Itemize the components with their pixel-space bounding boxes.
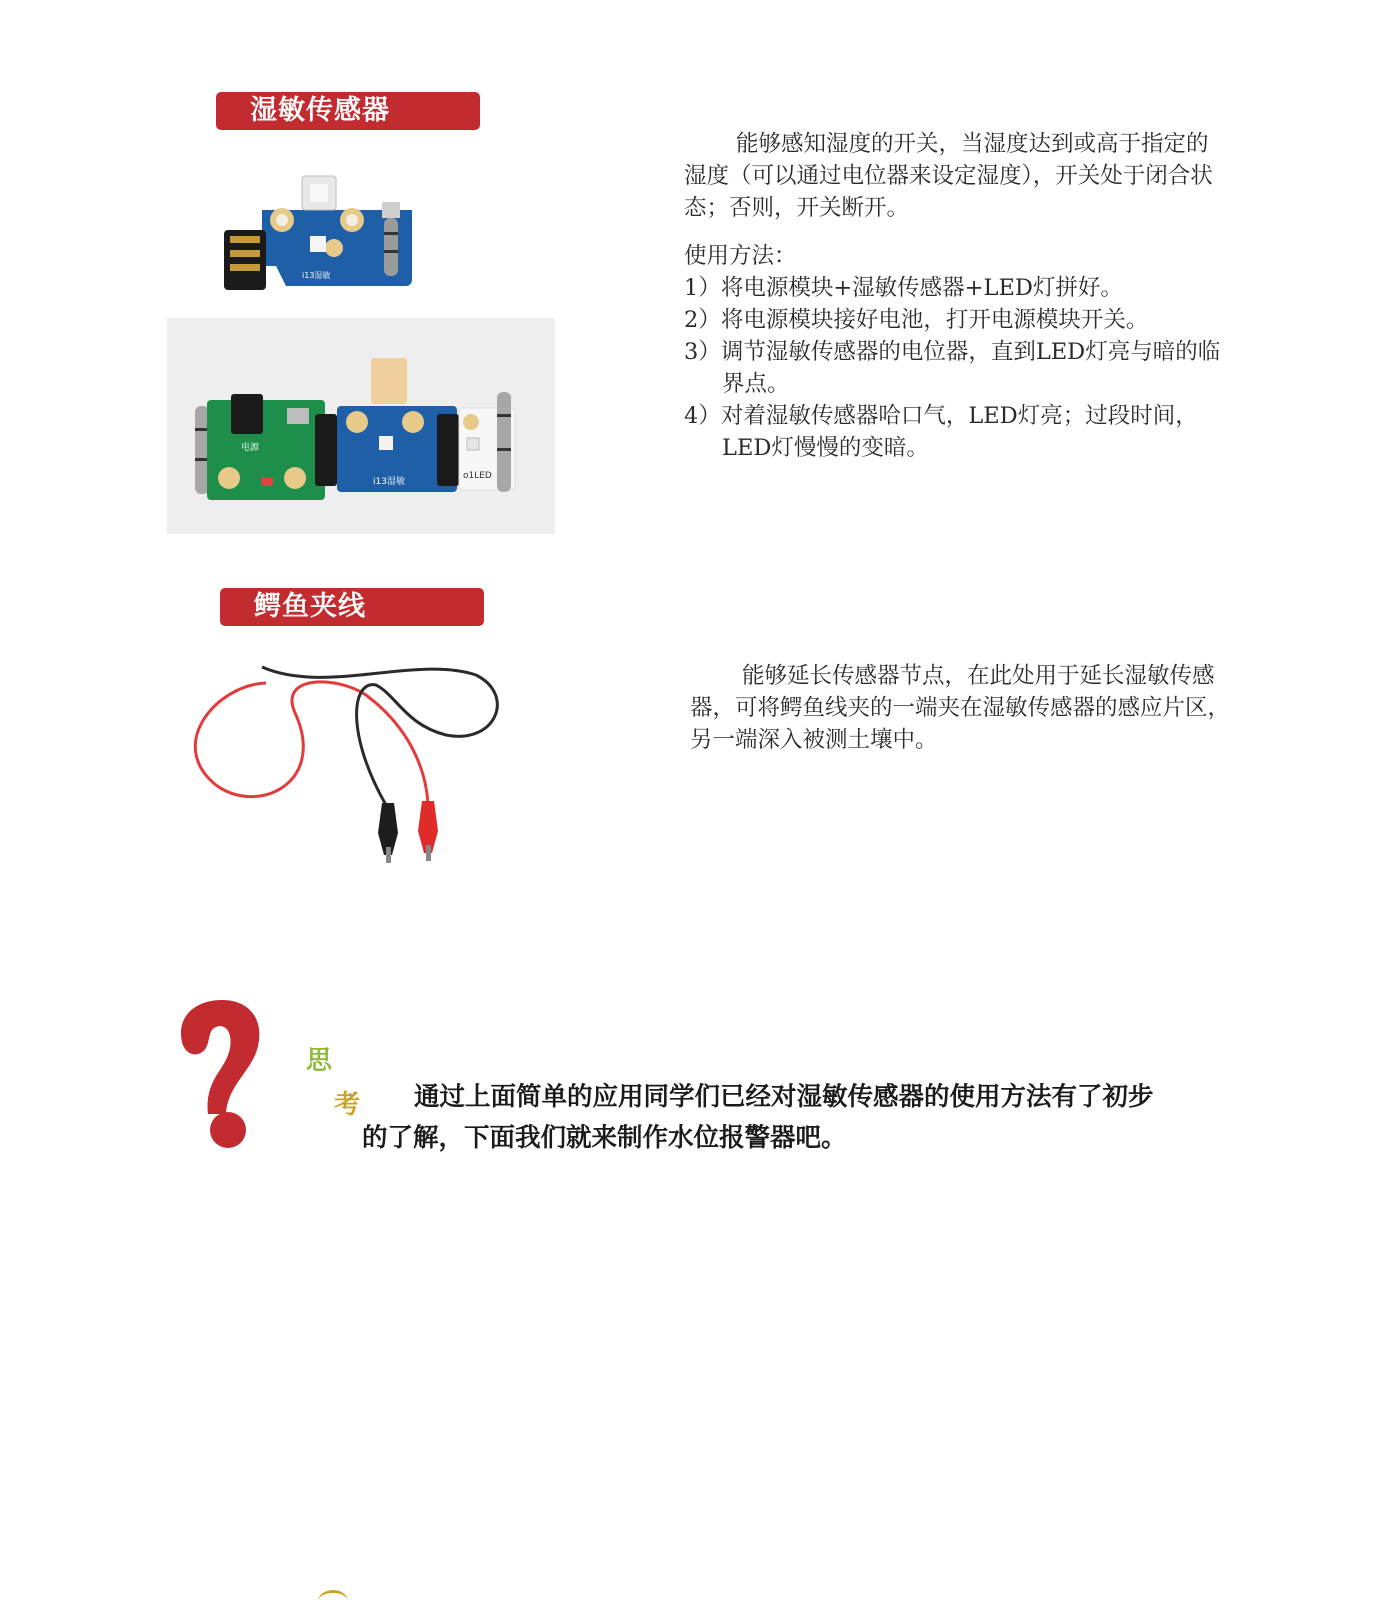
usage-steps [684,272,1224,464]
alligator-clip-text [690,660,1230,756]
question-mark-icon [172,998,264,1150]
decorative-arc [318,1590,348,1613]
section-title-humidity-sensor: 湿敏传感器 [216,92,480,130]
sensor-module-label: i13湿敏 [373,477,405,487]
usage-step: 2）将电源模块接好电池，打开电源模块开关。 [684,307,1149,333]
section-title-alligator-clip: 鳄鱼夹线 [220,588,484,626]
think-line-2: 的了解，下面我们就来制作水位报警器吧。 [362,1123,847,1153]
usage-step: 4）对着湿敏传感器哈口气，LED灯亮；过段时间，LED灯慢慢的变暗。 [684,403,1198,461]
alligator-clip-description: 能够延长传感器节点，在此处用于延长湿敏传感器，可将鳄鱼线夹的一端夹在湿敏传感器的感应片区，另一端深入被测土壤中。 [690,663,1231,753]
humidity-sensor-text [684,128,1224,464]
led-module-label: o1LED [463,471,492,481]
usage-title: 使用方法： [684,243,797,269]
alligator-clip-wire-image [176,655,526,865]
think-line-1: 通过上面简单的应用同学们已经对湿敏传感器的使用方法有了初步 [414,1082,1154,1112]
think-label-si: 思 [306,1046,333,1076]
usage-step: 1）将电源模块+湿敏传感器+LED灯拼好。 [684,275,1123,301]
power-module-label: 电源 [241,443,260,453]
usage-step: 3）调节湿敏传感器的电位器，直到LED灯亮与暗的临界点。 [684,339,1221,397]
module-assembly-image [167,318,555,534]
think-label-kao: 考 [334,1090,361,1120]
board-label: i13湿敏 [302,271,331,280]
humidity-sensor-board-image [222,170,422,300]
humidity-sensor-description: 能够感知湿度的开关，当湿度达到或高于指定的湿度（可以通过电位器来设定湿度），开关处于闭合状态；否则，开关断开。 [684,131,1213,221]
